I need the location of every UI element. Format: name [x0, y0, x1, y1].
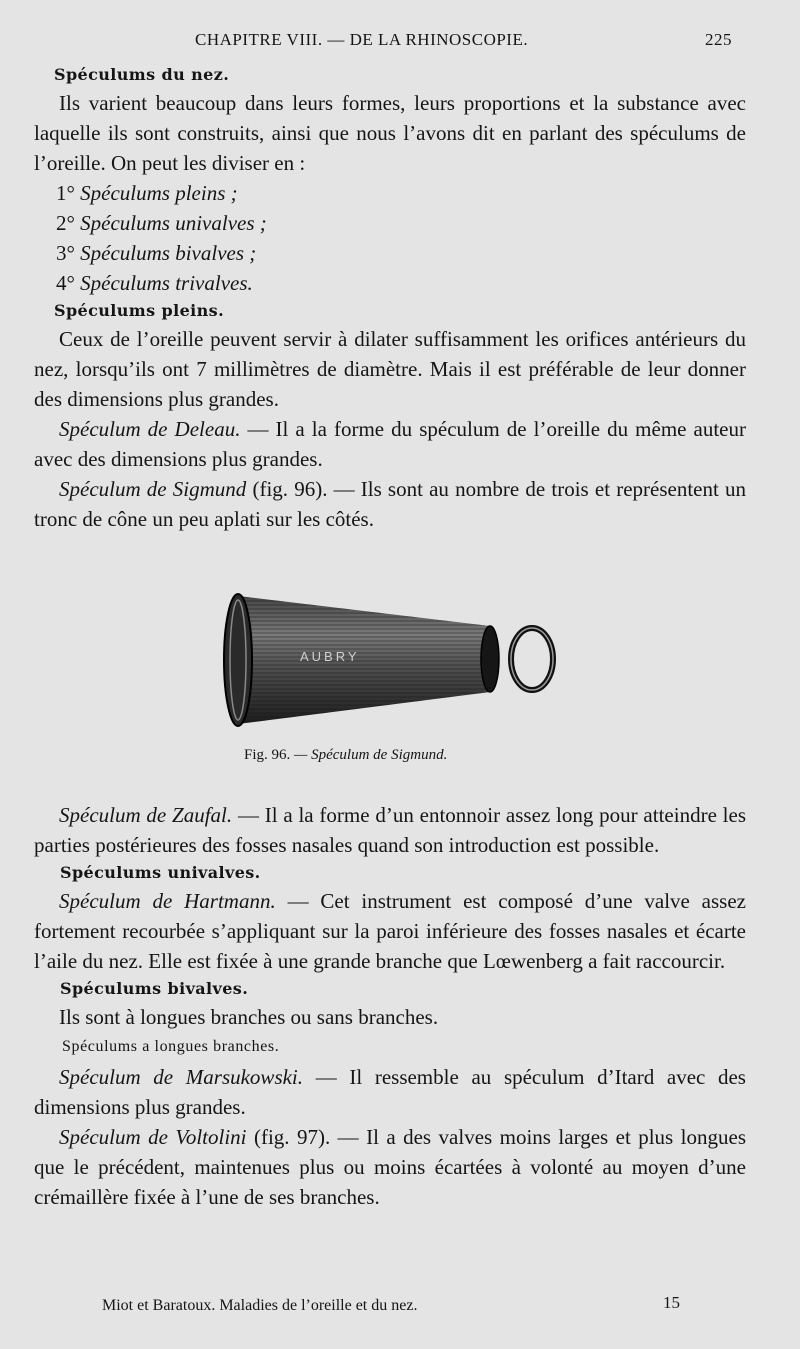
heading-speculums-nez: Spéculums du nez. [54, 65, 230, 84]
running-title: CHAPITRE VIII. — DE LA RHINOSCOPIE. [195, 30, 529, 49]
running-header [30, 30, 732, 54]
paragraph-bivalves: Ils sont à longues branches ou sans branches. [59, 1005, 439, 1029]
paragraph-zaufal: Spéculum de Zaufal. — Il a la forme d’un entonnoir assez long pour atteindre les parties postérieures des fosses nasales quand son introduction est possible. [34, 803, 747, 857]
speculum-sigmund-illustration [216, 584, 566, 734]
list-item: 1° Spéculums pleins ; [56, 181, 238, 205]
paragraph-voltolini: Spéculum de Voltolini (fig. 97). — Il a des valves moins larges et plus longues que le précédent, maintenues plus ou moins écartées à volonté au moyen d’une crémaillère fixée à l’une de ses branches. [34, 1125, 746, 1209]
text-block-bottom [34, 800, 746, 1212]
paragraph-sigmund: Spéculum de Sigmund (fig. 96). — Ils sont au nombre de trois et représentent un tronc de cône un peu aplati sur les côtés. [34, 477, 746, 531]
list-item: 2° Spéculums univalves ; [56, 211, 267, 235]
paragraph-hartmann: Spéculum de Hartmann. — Cet instrument est composé d’une valve assez fortement recourbée s’appliquant sur la paroi inférieure des fosses nasales et écarte l’aile du nez. Elle est fixée à une grande branche que Lœwenberg a fait raccourcir. [34, 889, 746, 973]
list-item: 3° Spéculums bivalves ; [56, 241, 257, 265]
paragraph-intro: Ils varient beaucoup dans leurs formes, leurs proportions et la substance avec laquelle ils sont construits, ainsi que nous l’avons dit en parlant des spéculums de l’oreille. On peut les diviser en : [34, 91, 746, 175]
footer-citation: Miot et Baratoux. Maladies de l’oreille et du nez. [102, 1297, 418, 1314]
page-footer [102, 1293, 680, 1315]
heading-speculums-bivalves: Spéculums bivalves. [60, 979, 249, 998]
heading-speculums-univalves: Spéculums univalves. [60, 863, 261, 882]
text-block-top [34, 62, 746, 534]
signature-mark: 15 [663, 1293, 680, 1312]
figure-caption [244, 747, 447, 764]
heading-speculums-pleins: Spéculums pleins. [54, 301, 225, 320]
paragraph-marsukowski: Spéculum de Marsukowski. — Il ressemble au spéculum d’Itard avec des dimensions plus grandes. [34, 1065, 746, 1119]
paragraph-pleins: Ceux de l’oreille peuvent servir à dilater suffisamment les orifices antérieurs du nez, lorsqu’ils ont 7 millimètres de diamètre. Mais il est préférable de leur donner des dimensions plus grandes. [34, 327, 746, 411]
paragraph-deleau: Spéculum de Deleau. — Il a la forme du spéculum de l’oreille du même auteur avec des dimensions plus grandes. [34, 417, 746, 471]
page-number: 225 [705, 30, 732, 49]
maker-mark: AUBRY [300, 649, 360, 664]
figure-caption-text: — Spéculum de Sigmund. [290, 747, 448, 763]
subheading-longues-branches: Spéculums a longues branches. [62, 1038, 280, 1055]
list-item: 4° Spéculums trivalves. [56, 271, 253, 295]
figure-number: Fig. 96. [244, 747, 291, 763]
